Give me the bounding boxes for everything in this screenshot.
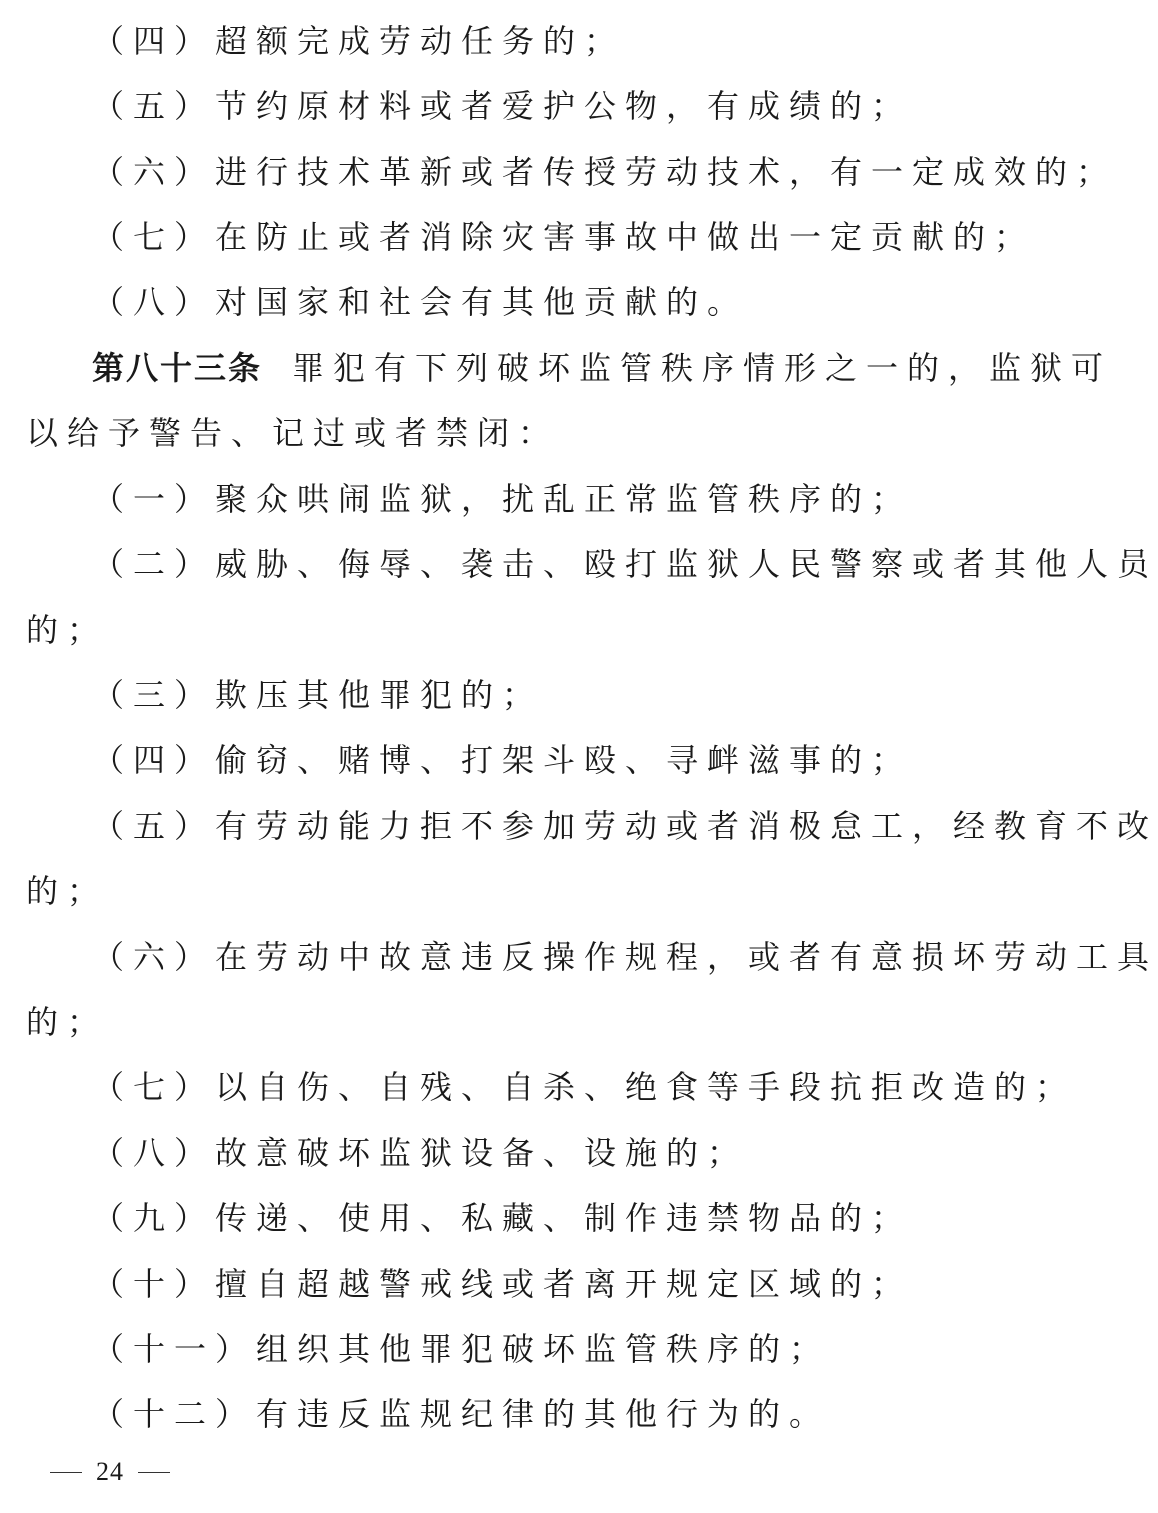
clause-4-punish: （四）偷窃、赌博、打架斗殴、寻衅滋事的； (92, 741, 913, 779)
clause-2-punish-cont: 的； (26, 611, 109, 649)
clause-6-punish: （六）在劳动中故意违反操作规程，或者有意损坏劳动工具 (92, 938, 1158, 976)
article-83-line1 (0, 335, 1113, 401)
clause-12-punish: （十二）有违反监规纪律的其他行为的。 (92, 1395, 831, 1433)
clause-5-punish: （五）有劳动能力拒不参加劳动或者消极怠工，经教育不改 (92, 807, 1158, 845)
article-83-line2: 以给予警告、记过或者禁闭： (26, 414, 560, 452)
clause-4-reward: （四）超额完成劳动任务的； (92, 22, 626, 60)
footer-dash-right (138, 1472, 170, 1473)
article-heading: 第八十三条 (92, 349, 263, 387)
clause-6-reward: （六）进行技术革新或者传授劳动技术，有一定成效的； (92, 153, 1118, 191)
clause-2-punish: （二）威胁、侮辱、袭击、殴打监狱人民警察或者其他人员 (92, 545, 1158, 583)
clause-5-punish-cont: 的； (26, 872, 109, 910)
page-number: 24 (96, 1457, 124, 1486)
clause-1-punish: （一）聚众哄闹监狱，扰乱正常监管秩序的； (92, 480, 913, 518)
clause-8-reward: （八）对国家和社会有其他贡献的。 (92, 283, 749, 321)
article-text-line1: 罪犯有下列破坏监管秩序情形之一的，监狱可 (292, 349, 1113, 387)
clause-3-punish: （三）欺压其他罪犯的； (92, 676, 544, 714)
clause-6-punish-cont: 的； (26, 1003, 109, 1041)
page-footer (36, 1452, 184, 1492)
footer-dash-left (50, 1472, 82, 1473)
clause-9-punish: （九）传递、使用、私藏、制作违禁物品的； (92, 1199, 913, 1237)
clause-10-punish: （十）擅自超越警戒线或者离开规定区域的； (92, 1265, 913, 1303)
clause-5-reward: （五）节约原材料或者爱护公物，有成绩的； (92, 87, 913, 125)
clause-8-punish: （八）故意破坏监狱设备、设施的； (92, 1134, 749, 1172)
clause-11-punish: （十一）组织其他罪犯破坏监管秩序的； (92, 1330, 831, 1368)
clause-7-punish: （七）以自伤、自残、自杀、绝食等手段抗拒改造的； (92, 1068, 1077, 1106)
clause-7-reward: （七）在防止或者消除灾害事故中做出一定贡献的； (92, 218, 1036, 256)
